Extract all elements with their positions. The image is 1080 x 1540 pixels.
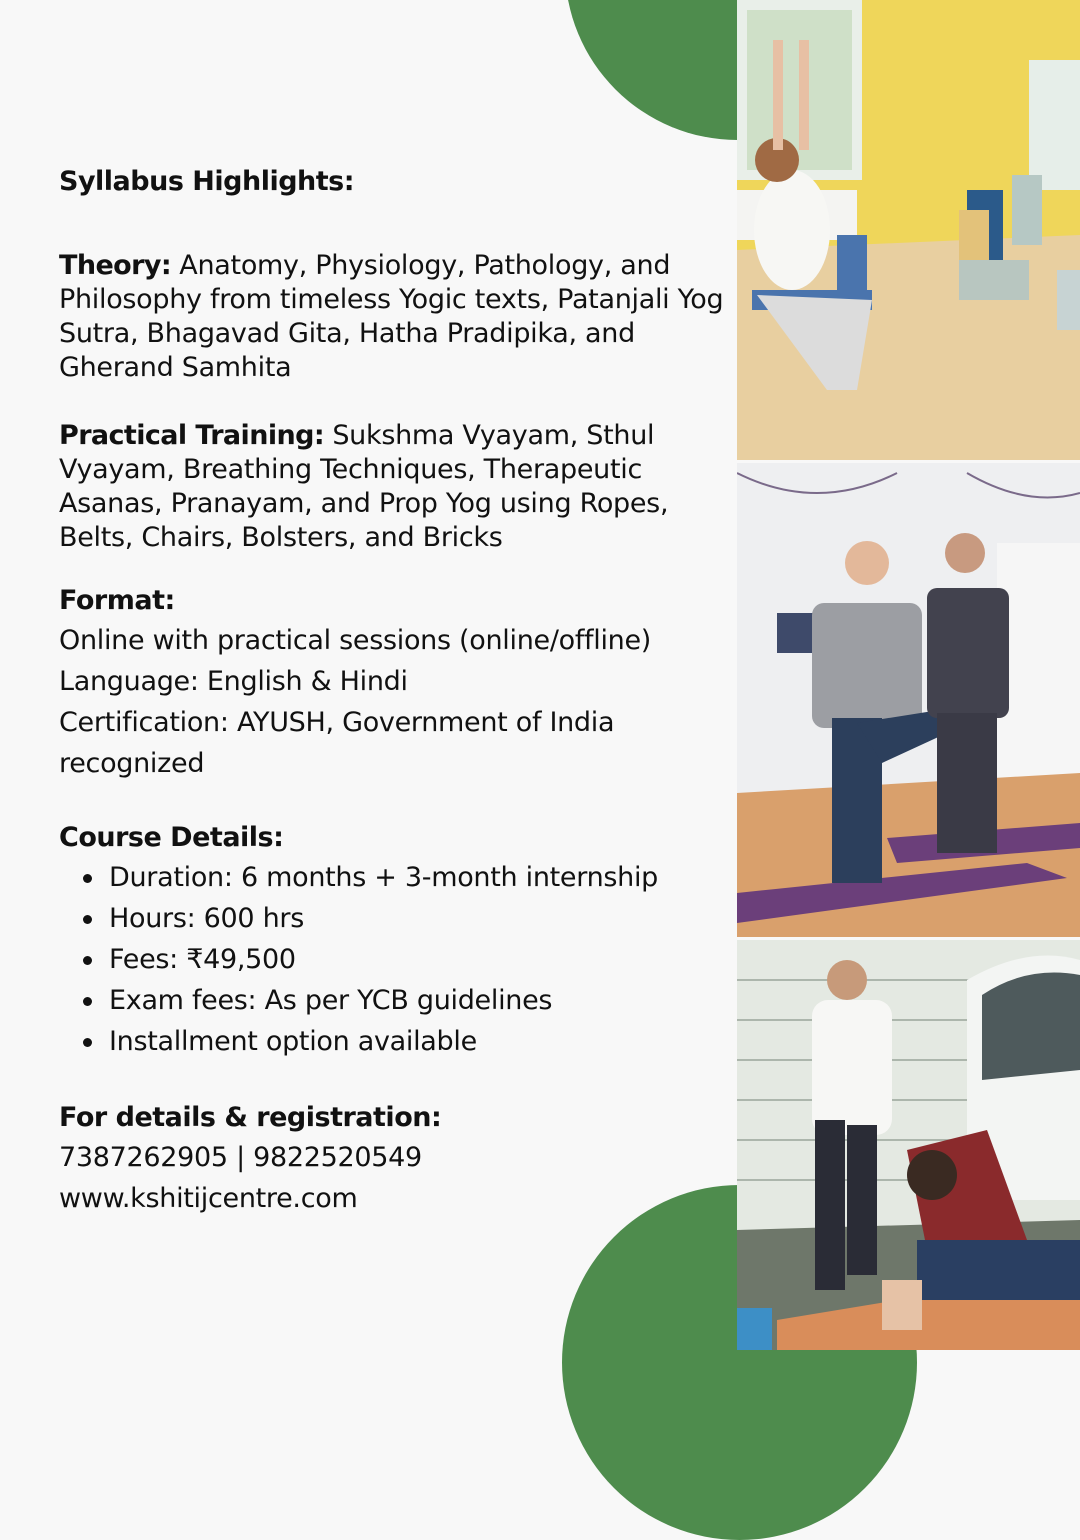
detail-installment: Installment option available [109,1021,729,1062]
website-link[interactable]: www.kshitijcentre.com [59,1183,358,1214]
theory-paragraph [59,249,729,385]
practical-text: Sukshma Vyayam, Sthul Vyayam, Breathing Techniques, Therapeutic Asanas, Pranayam, and Prop Yog using Ropes, Belts, Chairs, Bolsters, and Bricks [59,420,669,553]
course-details-heading: Course Details: [59,822,284,853]
course-details-list [59,857,729,1062]
contact-phones[interactable]: 7387262905 | 9822520549 [59,1142,422,1173]
format-heading: Format: [59,585,175,616]
detail-exam-fees: Exam fees: As per YCB guidelines [109,980,729,1021]
theory-label: Theory: [59,250,172,281]
practical-paragraph [59,419,729,555]
course-info [59,166,729,1219]
strap-stretch-assist-photo [737,940,1080,1350]
practical-label: Practical Training: [59,420,325,451]
contact-heading: For details & registration: [59,1102,442,1133]
detail-duration: Duration: 6 months + 3-month internship [109,857,729,898]
format-line-language: Language: English & Hindi [59,666,408,697]
chair-yoga-class-photo [737,0,1080,460]
theory-text: Anatomy, Physiology, Pathology, and Philosophy from timeless Yogic texts, Patanjali Yog Sutra, Bhagavad Gita, Hatha Pradipika, and Gherand Samhita [59,250,724,383]
format-line-certification: Certification: AYUSH, Government of India recognized [59,707,615,779]
detail-fees: Fees: ₹49,500 [109,939,729,980]
syllabus-heading: Syllabus Highlights: [59,166,355,197]
tree-pose-instruction-photo [737,463,1080,937]
photo-column [737,0,1080,1350]
format-line-mode: Online with practical sessions (online/offline) [59,625,652,656]
detail-hours: Hours: 600 hrs [109,898,729,939]
